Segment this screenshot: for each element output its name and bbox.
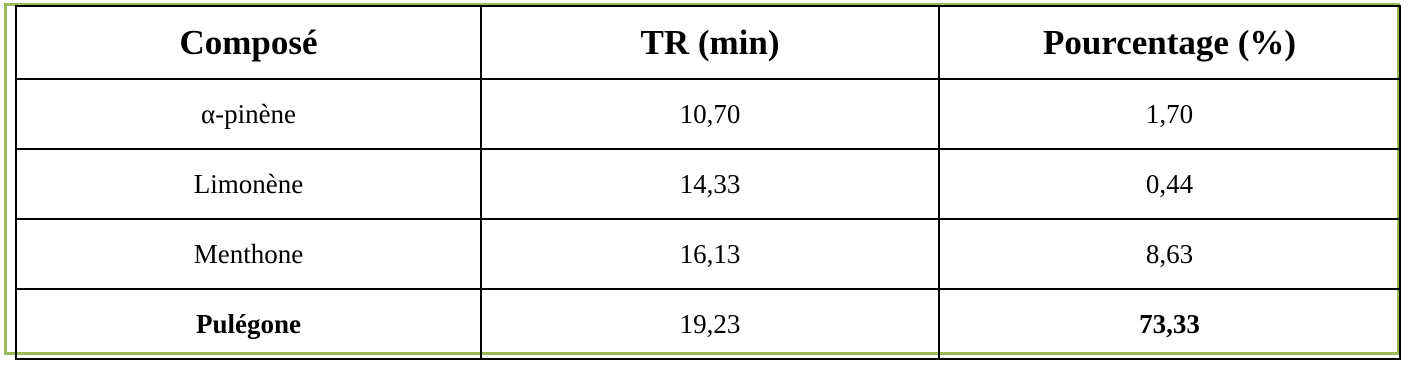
table-row <box>16 149 1400 219</box>
cell-tr: 10,70 <box>481 79 939 149</box>
cell-compose: Limonène <box>16 149 481 219</box>
cell-compose: Pulégone <box>16 289 481 359</box>
table-row <box>16 289 1400 359</box>
cell-pourcentage: 0,44 <box>939 149 1400 219</box>
table-row <box>16 219 1400 289</box>
cell-tr: 19,23 <box>481 289 939 359</box>
header-compose: Composé <box>16 6 481 79</box>
compound-table <box>15 5 1401 360</box>
cell-compose: α-pinène <box>16 79 481 149</box>
header-tr: TR (min) <box>481 6 939 79</box>
cell-pourcentage: 73,33 <box>939 289 1400 359</box>
cell-pourcentage: 1,70 <box>939 79 1400 149</box>
table-row <box>16 79 1400 149</box>
cell-tr: 14,33 <box>481 149 939 219</box>
header-pourcentage: Pourcentage (%) <box>939 6 1400 79</box>
header-row <box>16 6 1400 79</box>
cell-compose: Menthone <box>16 219 481 289</box>
cell-pourcentage: 8,63 <box>939 219 1400 289</box>
cell-tr: 16,13 <box>481 219 939 289</box>
